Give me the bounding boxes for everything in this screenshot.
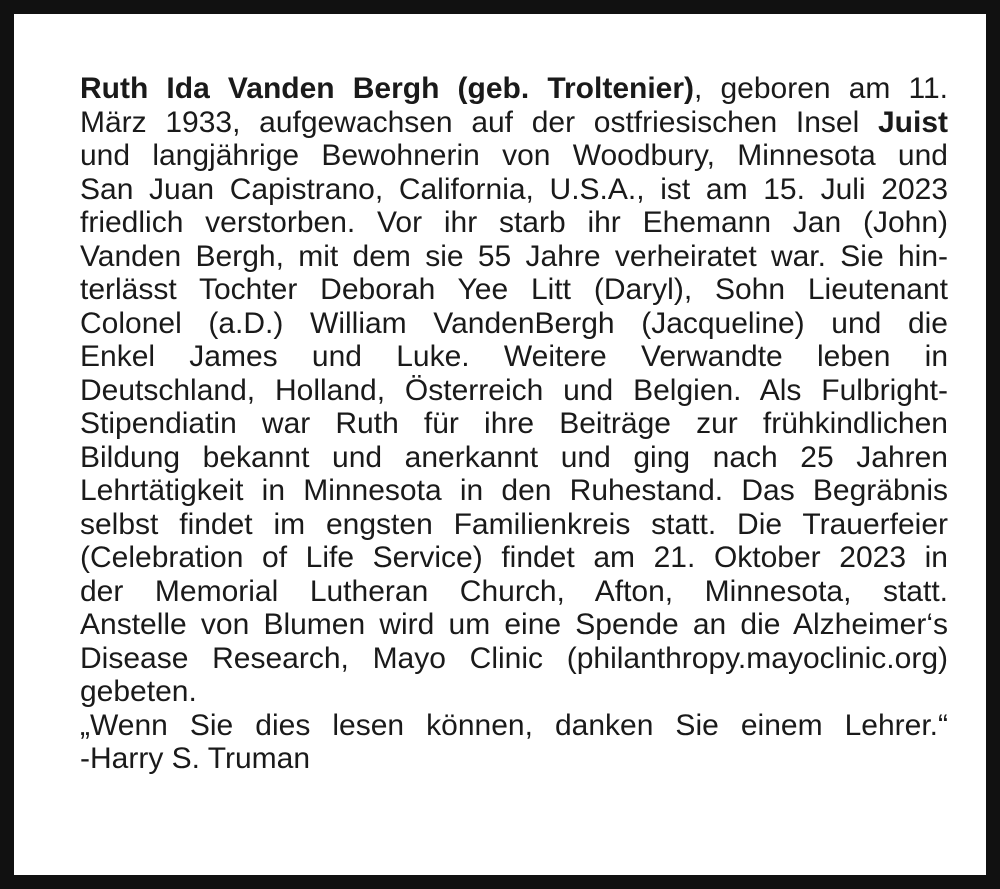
- text-line-5: friedlich verstorben. Vor ihr starb ihr Ehemann Jan (John): [80, 206, 948, 239]
- text-line-8: Colonel (a.D.) William VandenBergh (Jacqueline) und die: [80, 306, 948, 340]
- text-line-6: Vanden Bergh, mit dem sie 55 Jahre verheiratet war. Sie hin-: [80, 239, 948, 273]
- quote-attribution: -Harry S. Truman: [80, 742, 311, 775]
- text-line-4: San Juan Capistrano, California, U.S.A., ist am 15. Juli 2023: [80, 172, 948, 206]
- text-line-13: Lehrtätigkeit in Minnesota in den Ruhestand. Das Begräbnis: [80, 474, 948, 507]
- text-line-17: Anstelle von Blumen wird um eine Spende an die Alzheimer‘s: [80, 608, 948, 641]
- deceased-name: Ruth Ida Vanden Bergh (geb. Troltenier): [80, 72, 695, 105]
- text-line-7: terlässt Tochter Deborah Yee Litt (Daryl), Sohn Lieutenant: [80, 273, 948, 306]
- text-line-3: und langjährige Bewohnerin von Woodbury, Minnesota und: [80, 139, 948, 172]
- text-line-15: (Celebration of Life Service) findet am 21. Oktober 2023 in: [80, 541, 948, 574]
- text-line-14: selbst findet im engsten Familienkreis statt. Die Trauerfeier: [80, 507, 948, 541]
- text-line-2: [80, 106, 948, 140]
- island-name: Juist: [877, 105, 948, 139]
- text-line-11: Stipendiatin war Ruth für ihre Beiträge zur frühkindlichen: [80, 407, 948, 440]
- text-line-2-start: März 1933, aufgewachsen auf der ostfriesischen Insel: [80, 105, 878, 139]
- quote-line: „Wenn Sie dies lesen können, danken Sie einem Lehrer.“: [80, 708, 948, 742]
- text-line-12: Bildung bekannt und anerkannt und ging nach 25 Jahren: [80, 440, 948, 474]
- text-line-18: Disease Research, Mayo Clinic (philanthropy.mayoclinic.org): [80, 641, 948, 675]
- obituary-text: [80, 72, 948, 776]
- text-line-19: gebeten.: [80, 675, 197, 708]
- text-line-1-rest: , geboren am 11.: [694, 72, 948, 105]
- text-line-10: Deutschland, Holland, Österreich und Belgien. Als Fulbright-: [80, 373, 948, 407]
- text-line-9: Enkel James und Luke. Weitere Verwandte leben in: [80, 340, 948, 373]
- text-line-1: [80, 72, 948, 106]
- text-line-16: der Memorial Lutheran Church, Afton, Minnesota, statt.: [80, 574, 948, 608]
